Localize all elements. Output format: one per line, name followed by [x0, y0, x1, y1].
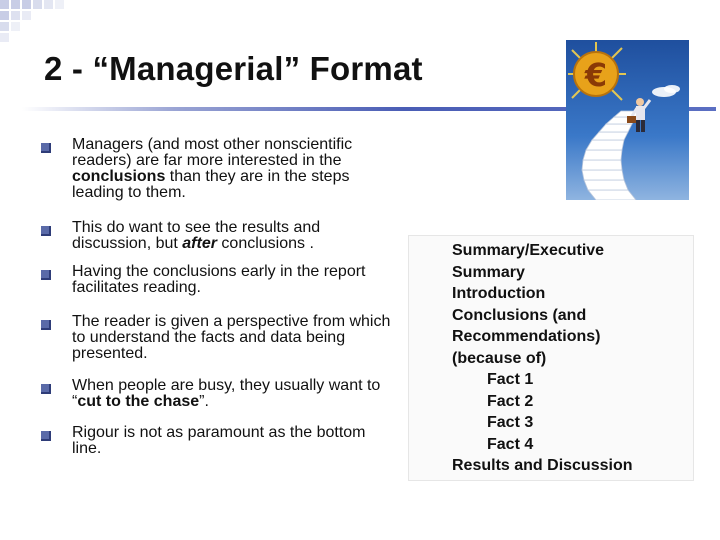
euro-stairs-clipart — [566, 40, 689, 200]
summary-line: Recommendations) — [452, 328, 601, 345]
corner-decoration — [0, 0, 70, 40]
summary-line: Summary — [452, 263, 525, 281]
bullet-marker — [41, 226, 51, 236]
summary-line: Summary/Executive — [452, 242, 605, 259]
bullet-text: Having the conclusions early in the report facilitates reading. — [72, 263, 366, 296]
bullet-text: Rigour is not as paramount as the bottom line. — [72, 424, 366, 457]
euro-symbol: € — [584, 56, 608, 94]
summary-line: Fact 4 — [487, 435, 534, 453]
bullet-emphasis: conclusions — [72, 168, 166, 185]
bullet-item — [72, 425, 392, 457]
bullet-text: This do want to see the results and discussion, but — [72, 219, 321, 252]
bullet-text: ”. — [199, 393, 209, 410]
bullet-item — [72, 137, 392, 201]
summary-structure-box — [408, 235, 694, 481]
bullet-text: conclusions . — [216, 235, 314, 252]
bullet-marker — [41, 431, 51, 441]
summary-line: Conclusions (and — [452, 306, 587, 324]
bullet-marker — [41, 384, 51, 394]
bullet-item — [72, 378, 392, 410]
bullet-emphasis: after — [182, 235, 217, 252]
summary-line: Fact 3 — [487, 414, 534, 431]
summary-line: Introduction — [452, 285, 546, 302]
bullet-item — [72, 314, 392, 362]
summary-line: (because of) — [452, 349, 547, 367]
bullet-emphasis: cut to the chase — [77, 393, 200, 410]
bullet-text: The reader is given a perspective from which to understand the facts and data being presented. — [72, 313, 391, 362]
bullet-marker — [41, 320, 51, 330]
bullet-text: Managers (and most other nonscientific readers) are far more interested in the — [72, 136, 353, 169]
euro-stairs-businessman-icon — [566, 40, 689, 200]
bullet-text: than they are in the steps leading to them. — [72, 168, 350, 201]
bullet-marker — [41, 143, 51, 153]
bullet-text: When people are busy, they usually want to “ — [72, 377, 381, 410]
slide-title: 2 - “Managerial” Format — [44, 50, 423, 87]
bullet-marker — [41, 270, 51, 280]
summary-line: Fact 2 — [487, 392, 534, 410]
bullet-item — [72, 220, 392, 252]
summary-line: Results and Discussion — [452, 457, 633, 474]
bullet-item — [72, 264, 392, 296]
summary-line: Fact 1 — [487, 371, 534, 388]
